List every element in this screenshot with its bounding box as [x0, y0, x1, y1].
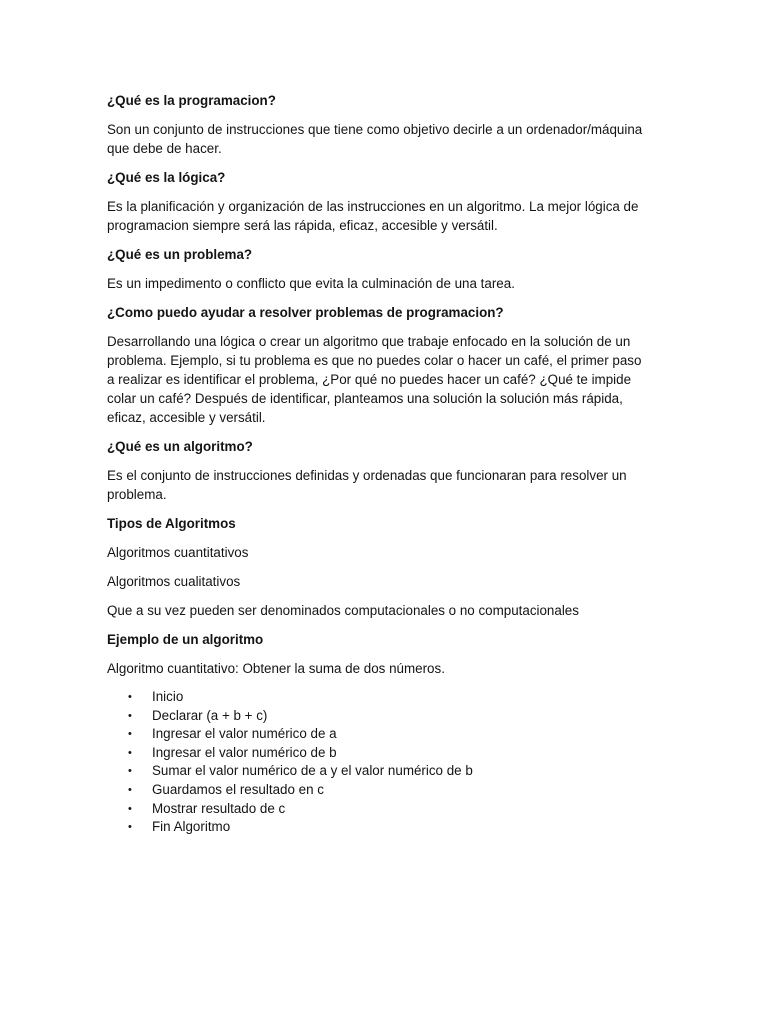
answer-algoritmo-paragraph: Es el conjunto de instrucciones definidas y ordenadas que funcionaran para resolver un problema. — [107, 468, 627, 502]
bullet-icon: • — [128, 746, 132, 759]
bullet-icon: • — [128, 821, 132, 834]
answer-programacion-paragraph: Son un conjunto de instrucciones que tiene como objetivo decirle a un ordenador/máquina que debe de hacer. — [107, 122, 643, 156]
step-text: Sumar el valor numérico de a y el valor numérico de b — [152, 763, 473, 779]
step-text: Declarar (a + b + c) — [152, 707, 268, 723]
tipos-algoritmos-heading: Tipos de Algoritmos — [107, 516, 236, 531]
algorithm-steps-list — [107, 688, 652, 837]
question-programacion-heading: ¿Qué es la programacion? — [107, 93, 276, 108]
bullet-icon: • — [128, 691, 132, 703]
ejemplo-algoritmo-heading: Ejemplo de un algoritmo — [107, 632, 264, 647]
question-logica-heading: ¿Qué es la lógica? — [107, 170, 226, 185]
tipo-cualitativo-text: Algoritmos cualitativos — [107, 574, 241, 589]
list-item — [107, 781, 652, 800]
list-item — [107, 762, 652, 781]
tipo-cuantitativo-text: Algoritmos cuantitativos — [107, 545, 249, 560]
list-item — [107, 744, 652, 763]
bullet-icon: • — [128, 783, 132, 796]
question-resolver-heading: ¿Como puedo ayudar a resolver problemas de programacion? — [107, 305, 504, 320]
answer-resolver-paragraph: Desarrollando una lógica o crear un algoritmo que trabaje enfocado en la solución de un problema. Ejemplo, si tu problema es que no puedes colar o hacer un café, el primer paso a realizar es identificar el problema, ¿Por qué no puedes hacer un café? ¿Qué te impide colar un café? Después de identificar, planteamos una solución la solución más rápida, eficaz, accesible y versátil. — [107, 334, 642, 425]
step-text: Fin Algoritmo — [152, 819, 231, 835]
step-text: Guardamos el resultado en c — [152, 781, 324, 797]
question-problema-heading: ¿Qué es un problema? — [107, 247, 253, 262]
bullet-icon: • — [128, 802, 132, 815]
answer-logica-paragraph: Es la planificación y organización de las instrucciones en un algoritmo. La mejor lógica de programacion siempre será las rápida, eficaz, accesible y versátil. — [107, 199, 639, 233]
tipos-note-text: Que a su vez pueden ser denominados computacionales o no computacionales — [107, 603, 579, 618]
question-algoritmo-heading: ¿Qué es un algoritmo? — [107, 439, 253, 454]
answer-problema-paragraph: Es un impedimento o conflicto que evita la culminación de una tarea. — [107, 276, 515, 291]
bullet-icon: • — [128, 728, 132, 741]
list-item — [107, 800, 652, 819]
step-text: Mostrar resultado de c — [152, 800, 286, 816]
list-item — [107, 818, 652, 837]
step-text: Ingresar el valor numérico de b — [152, 744, 337, 760]
bullet-icon: • — [128, 765, 132, 778]
step-text: Ingresar el valor numérico de a — [152, 726, 337, 742]
list-item — [107, 688, 652, 707]
list-item — [107, 725, 652, 744]
bullet-icon: • — [128, 709, 132, 722]
document-page — [107, 91, 652, 837]
ejemplo-intro-text: Algoritmo cuantitativo: Obtener la suma de dos números. — [107, 661, 445, 676]
list-item — [107, 707, 652, 726]
step-text: Inicio — [152, 689, 184, 704]
